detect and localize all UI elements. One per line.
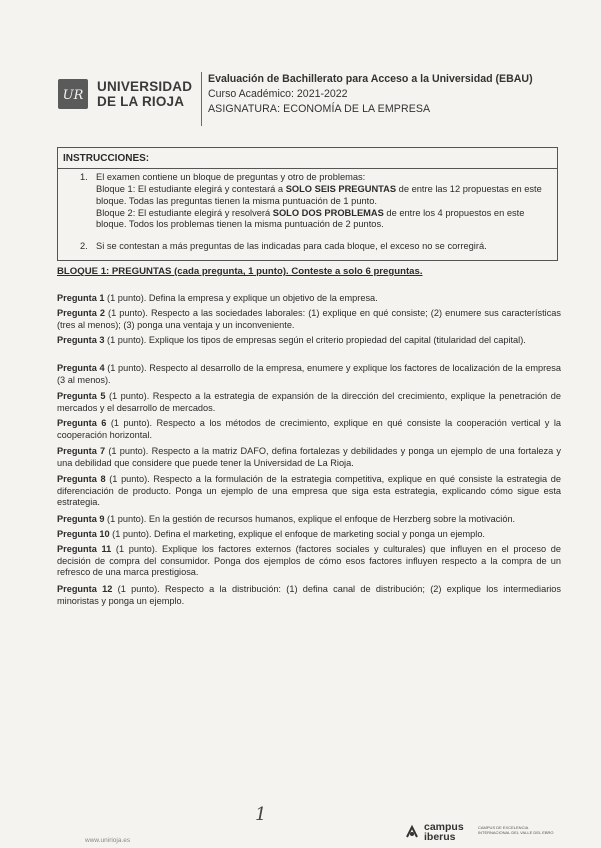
instruction-text: El examen contiene un bloque de preguntas y otro de problemas: — [96, 172, 366, 182]
instruction-body — [96, 172, 546, 230]
campus-iberus-name: campus iberus — [424, 821, 464, 843]
campus-iberus-icon — [404, 824, 420, 840]
exam-title: Evaluación de Bachillerato para Acceso a la Universidad (EBAU) — [208, 73, 533, 85]
university-name — [97, 79, 192, 109]
question-6: Pregunta 6 (1 punto). Respecto a los métodos de crecimiento, explique en qué consiste la cooperación vertical y la cooperación horizontal. — [57, 418, 561, 440]
instruction-number: 2. — [80, 241, 88, 251]
question-9: Pregunta 9 (1 punto). En la gestión de recursos humanos, explique el enfoque de Herzberg sobre la motivación. — [57, 514, 516, 524]
subject: ASIGNATURA: ECONOMÍA DE LA EMPRESA — [208, 103, 431, 115]
block-title: BLOQUE 1: PREGUNTAS (cada pregunta, 1 punto). Conteste a solo 6 preguntas. — [57, 266, 423, 277]
question-2: Pregunta 2 (1 punto). Respecto a las sociedades laborales: (1) explique en qué consiste; (2) enumere sus características (tres al menos); (3) ponga una ventaja y un inconveniente. — [57, 308, 562, 330]
university-logo — [57, 74, 200, 114]
instruction-block1: Bloque 1: El estudiante elegirá y contestará a SOLO SEIS PREGUNTAS de entre las 12 propuestas en este bloque. Todas las preguntas tienen la misma puntuación de 1 punto. — [96, 184, 542, 206]
instruction-number: 1. — [80, 172, 88, 182]
campus-tagline: CAMPUS DE EXCELENCIA INTERNACIONAL DEL VALLE DEL EBRO — [478, 825, 554, 835]
question-4: Pregunta 4 (1 punto). Respecto al desarrollo de la empresa, enumere y explique los factores de localización de la empresa (3 al menos). — [57, 363, 561, 385]
question-1: Pregunta 1 (1 punto). Defina la empresa y explique un objetivo de la empresa. — [57, 293, 378, 303]
svg-text:UR: UR — [62, 88, 84, 103]
question-12: Pregunta 12 (1 punto). Respecto a la distribución: (1) defina canal de distribución; (2) explique los intermediarios minoristas y ponga un ejemplo. — [57, 584, 562, 606]
header-text — [208, 72, 533, 117]
campus-iberus-logo — [404, 821, 554, 843]
university-logo-icon — [57, 78, 89, 110]
question-5: Pregunta 5 (1 punto). Respecto a la estrategia de expansión de la dirección del crecimiento, explique la penetración de mercados y el desarrollo de mercados. — [57, 391, 562, 413]
header-divider — [201, 72, 202, 126]
instruction-body: Si se contestan a más preguntas de las indicadas para cada bloque, el exceso no se corregirá. — [96, 241, 487, 251]
question-3: Pregunta 3 (1 punto). Explique los tipos de empresas según el criterio propiedad del capital (titularidad del capital). — [57, 335, 526, 345]
question-10: Pregunta 10 (1 punto). Defina el marketing, explique el enfoque de marketing social y ponga un ejemplo. — [57, 529, 485, 539]
question-11: Pregunta 11 (1 punto). Explique los factores externos (factores sociales y culturales) que influyen en el proceso de decisión de compra del consumidor. Ponga dos ejemplos de cómo esos factores influyen respecto a la compra de un refresco de una marca prestigiosa. — [57, 544, 561, 578]
university-name-line1: UNIVERSIDAD — [97, 79, 193, 94]
page-number: 1 — [255, 804, 267, 825]
footer-url: www.unirioja.es — [85, 837, 131, 844]
university-name-line2: DE LA RIOJA — [97, 94, 185, 109]
instructions-title: INSTRUCCIONES: — [58, 148, 557, 169]
question-8: Pregunta 8 (1 punto). Respecto a la formulación de la estrategia competitiva, explique en qué consiste la estrategia de diferenciación de producto. Ponga un ejemplo de una empresa que siga esta estrategia, explicando cómo sigue esta estrategia. — [57, 474, 561, 508]
header — [57, 72, 557, 126]
instruction-block2: Bloque 2: El estudiante elegirá y resolverá SOLO DOS PROBLEMAS de entre los 4 propuestos en este bloque. Todos los problemas tienen la misma puntuación de 2 puntos. — [96, 207, 525, 230]
question-7: Pregunta 7 (1 punto). Respecto a la matriz DAFO, defina fortalezas y debilidades y ponga un ejemplo de una fortaleza y una debilidad que considere que puede tener la Universidad de La Rioja. — [57, 446, 562, 468]
course-year: Curso Académico: 2021-2022 — [208, 88, 348, 100]
instructions-box — [57, 147, 558, 261]
